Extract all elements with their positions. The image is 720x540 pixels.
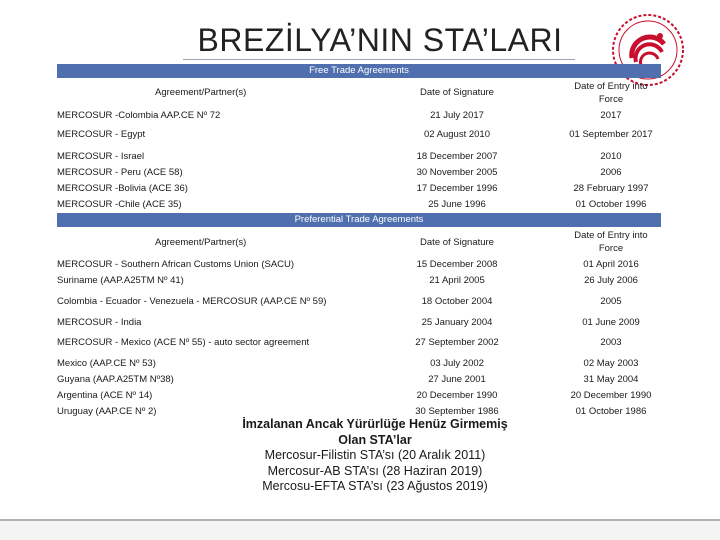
pta-row-signature: 18 October 2004 [421, 296, 493, 307]
pta-row-partner: Suriname (AAP.A25TM Nº 41) [57, 275, 184, 286]
page-title: BREZİLYA’NIN STA’LARI [197, 22, 563, 58]
fta-row-entry: 2010 [600, 151, 622, 162]
pta-row-signature: 21 April 2005 [429, 275, 485, 286]
fta-row-partner: MERCOSUR -Chile (ACE 35) [57, 199, 182, 210]
title-underline [183, 59, 575, 60]
pta-row-signature: 15 December 2008 [416, 259, 498, 270]
fta-row-signature: 02 August 2010 [423, 129, 491, 140]
fta-row-entry: 01 September 2017 [569, 129, 653, 140]
fta-row-partner: MERCOSUR - Israel [57, 151, 145, 162]
pta-row-partner: Guyana (AAP.A25TM Nº38) [57, 374, 174, 385]
fta-row-signature: 18 December 2007 [416, 151, 498, 162]
fta-row-partner: MERCOSUR - Egypt [57, 129, 146, 140]
fta-row-partner: MERCOSUR -Colombia AAP.CE Nº 72 [57, 110, 221, 121]
pta-header-entry: Date of Entry into Force [574, 230, 648, 254]
closing-heading: İmzalanan Ancak Yürürlüğe Henüz Girmemiş [242, 417, 508, 431]
pta-header-signature: Date of Signature [420, 237, 494, 248]
pta-row-partner: MERCOSUR - Southern African Customs Union (SACU) [57, 259, 295, 270]
closing-heading: Olan STA’lar [338, 432, 412, 447]
pta-row-partner: Colombia - Ecuador - Venezuela - MERCOSUR (AAP.CE Nº 59) [57, 296, 327, 307]
pta-row-signature: 30 September 1986 [415, 406, 499, 417]
fta-row-entry: 2006 [600, 167, 622, 178]
fta-header-partner: Agreement/Partner(s) [155, 87, 247, 98]
pta-row-entry: 31 May 2004 [583, 374, 639, 385]
pta-row-entry: 2005 [600, 296, 622, 307]
closing-line: Mercosur-Filistin STA’sı (20 Aralık 2011) [264, 448, 486, 462]
fta-header-signature: Date of Signature [420, 87, 494, 98]
pta-row-signature: 25 January 2004 [421, 317, 493, 328]
fta-row-signature: 21 July 2017 [430, 110, 484, 121]
pta-row-entry: 20 December 1990 [570, 390, 652, 401]
pta-row-entry: 01 June 2009 [582, 317, 640, 328]
pta-row-partner: MERCOSUR - India [57, 317, 142, 328]
pta-row-entry: 26 July 2006 [584, 275, 638, 286]
fta-row-signature: 25 June 1996 [428, 199, 486, 210]
pta-row-entry: 01 October 1986 [575, 406, 647, 417]
footer-bar [0, 521, 720, 540]
fta-row-entry: 2017 [600, 110, 622, 121]
pta-row-signature: 27 June 2001 [428, 374, 486, 385]
pta-row-partner: Uruguay (AAP.CE Nº 2) [57, 406, 157, 417]
fta-row-signature: 17 December 1996 [416, 183, 498, 194]
pta-row-partner: Argentina (ACE Nº 14) [57, 390, 153, 401]
closing-line: Mercosur-AB STA’sı (28 Haziran 2019) [267, 463, 483, 478]
pta-header-partner: Agreement/Partner(s) [155, 237, 247, 248]
fta-header-entry: Date of Entry into Force [574, 81, 648, 105]
fta-row-entry: 28 February 1997 [573, 183, 649, 194]
closing-note [190, 417, 560, 495]
pta-row-signature: 03 July 2002 [430, 358, 484, 369]
pta-row-entry: 2003 [600, 337, 622, 348]
fta-row-signature: 30 November 2005 [416, 167, 498, 178]
pta-row-partner: Mexico (AAP.CE Nº 53) [57, 358, 156, 369]
pta-row-signature: 27 September 2002 [415, 337, 499, 348]
pta-row-entry: 02 May 2003 [583, 358, 639, 369]
fta-row-partner: MERCOSUR -Bolivia (ACE 36) [57, 183, 188, 194]
closing-line: Mercosu-EFTA STA’sı (23 Ağustos 2019) [262, 479, 488, 493]
pta-row-entry: 01 April 2016 [583, 259, 639, 270]
pta-band: Preferential Trade Agreements [57, 213, 661, 227]
pta-row-partner: MERCOSUR - Mexico (ACE Nº 55) - auto sector agreement [57, 337, 310, 348]
pta-row-signature: 20 December 1990 [416, 390, 498, 401]
fta-band: Free Trade Agreements [57, 64, 661, 78]
fta-row-entry: 01 October 1996 [575, 199, 647, 210]
fta-row-partner: MERCOSUR - Peru (ACE 58) [57, 167, 183, 178]
